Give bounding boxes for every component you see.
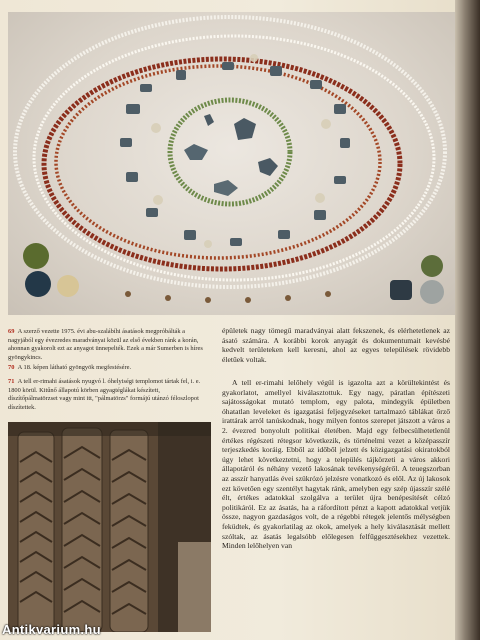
- caption-number: 70: [8, 364, 15, 371]
- caption-70: [8, 364, 208, 373]
- caption-text: A 18. képen látható gyöngyök megfestésére.: [17, 364, 132, 371]
- watermark: Antikvarium.hu: [2, 622, 101, 637]
- caption-71: [8, 378, 208, 412]
- paragraph: A tell er-rimahi lelőhely végül is igazolta azt a körültekintést és gyakorlatot, amellyel kiválasztottuk. Egy nagy, páratlan építészeti sajátosságokat mutató templom, egy palota, mindegyik épületben óhatatlan leveleket és igazgatási feljegyzéseket tartalmazó táblákat őrző irattárak arról tanúskodnak, hogy milyen fontos szerepet játszott a város a 2. évezred bonyolult politikai életében. Majd egy felbecsülhetetlenül értékes régészeti rétegsor következik, és történelmi vezet a középasszír terjeszkedés koráig. Ebből az időből jelzett és közigazgatási okiratokból úgy lehet következtetni, hogy a település tájkörzeti a város akkori állapotáról és néhány vezető lakosának tevékenységéről. A teuegszorban az asszír hanyatlás évei szükrózó jelzésre vonatkozó és elől. Az új lakosok ezt követően egy szentélyt hagytak ránk, amelyben egy szép újasszír szélé élt, értékes adatokkal szolgálva a terület újra benépesítését célzó politikáról. Ez az ásatás, ha a ráfordított pénzt a kapott adatokkal vetjük össze, nagyon gazdaságos volt, de a régebbi rétegek jelentős mélységben feküdtek, és gyakorlatilag az okok, amelyek a hely kiválasztását mellett szóltak, az ásatás legalsóbb előlegesen felfűggesztésekhez vezettek. Minden lelőhelyen van: [222, 378, 450, 551]
- caption-69: [8, 328, 208, 362]
- caption-text: A tell er-rimahi ásatások nyugvó l. óhelyiségi templomot tártak fel, i. e. 1800 körül. Kitűnő állapotú körben agyagtéglákat készített, díszítőpálmatörzset vagy mint itt, "pálmatörzs" formájú utánzó féloszlopot díszítettek.: [8, 378, 201, 411]
- body-text-top: [222, 326, 450, 364]
- book-spine-edge: [455, 0, 480, 640]
- caption-number: 71: [8, 378, 15, 385]
- palm-column-photo: [8, 422, 211, 632]
- paragraph: épületek nagy tömegű maradványai alatt fekszenek, és elérhetetlenek az ásató számára. A korábbi korok anyagát és dokumentumait kevésbé kedvelt területeken kell keresni, ahol az egyes települések rövidebb életűek voltak.: [222, 326, 450, 364]
- body-text-main: [222, 378, 450, 551]
- caption-text: A szerző vezette 1975. évi abu-szalábíhi ásatások megpróbálták a nagyjából egy évezredes maradványai közül az első években ránk a korán, ahonnan gyakorolt ezt az anyagot ünnepelték. Ezek a már Sumerben is híres gyöngykincs.: [8, 328, 203, 361]
- bead-necklaces-photo: [8, 12, 456, 315]
- caption-number: 69: [8, 328, 15, 335]
